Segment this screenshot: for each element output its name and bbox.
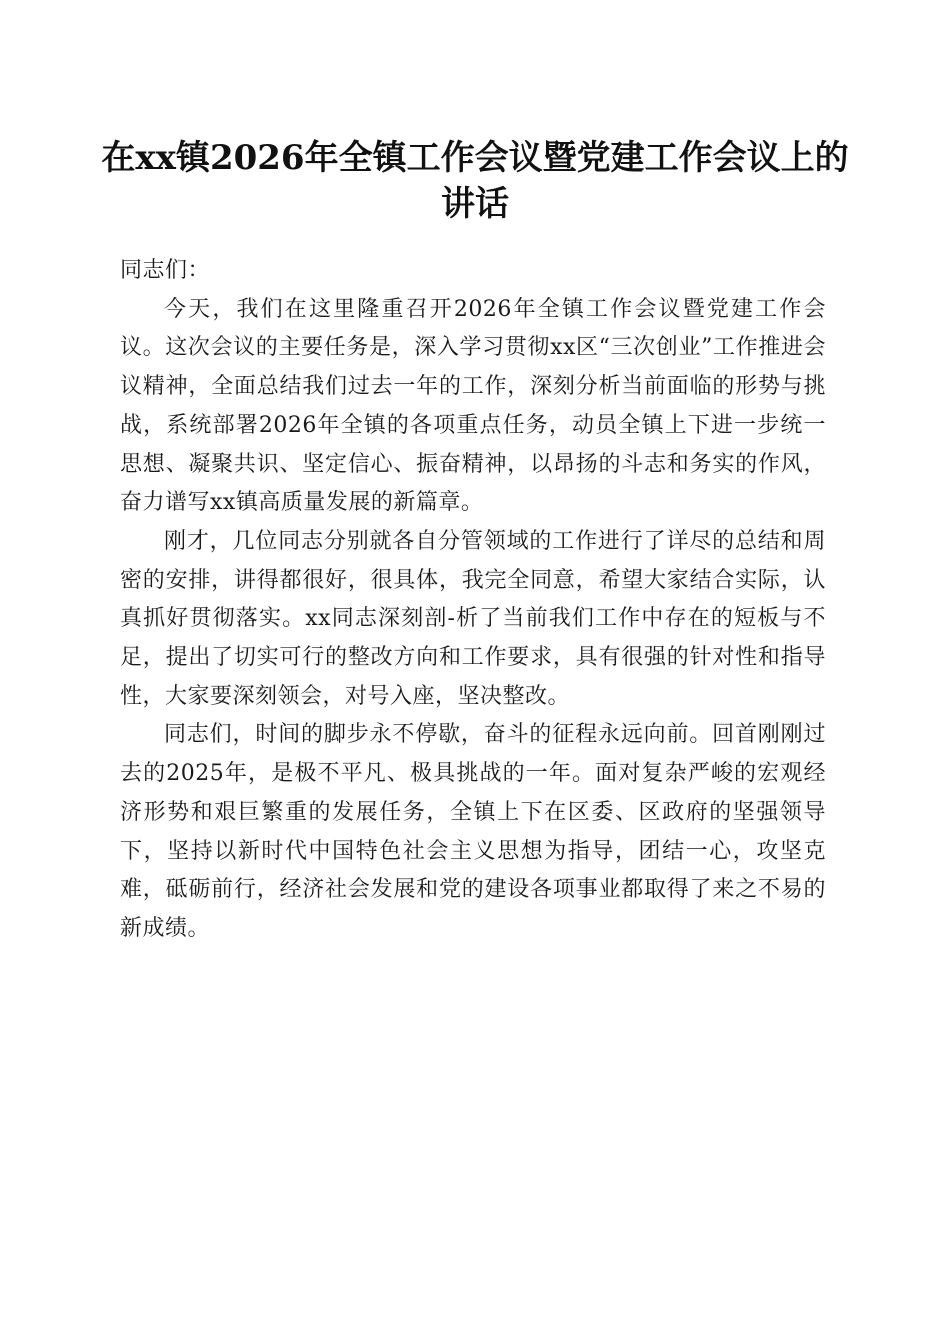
paragraph-3: 同志们，时间的脚步永不停歇，奋斗的征程永远向前。回首刚刚过去的2025年，是极不平凡、极具挑战的一年。面对复杂严峻的宏观经济形势和艰巨繁重的发展任务，全镇上下在区委、区政府的坚强领导下，坚持以新时代中国特色社会主义思想为指导，团结一心，攻坚克难，砥砺前行，经济社会发展和党的建设各项事业都取得了来之不易的新成绩。: [120, 722, 826, 941]
salutation: 同志们：: [120, 258, 211, 283]
paragraph-1: 今天，我们在这里隆重召开2026年全镇工作会议暨党建工作会议。这次会议的主要任务是，深入学习贯彻xx区“三次创业”工作推进会议精神，全面总结我们过去一年的工作，深刻分析当前面临的形势与挑战，系统部署2026年全镇的各项重点任务，动员全镇上下进一步统一思想、凝聚共识、坚定信心、振奋精神，以昂扬的斗志和务实的作风，奋力谱写xx镇高质量发展的新篇章。: [120, 296, 826, 516]
document-body: [120, 252, 826, 949]
paragraph-2: 刚才，几位同志分别就各自分管领域的工作进行了详尽的总结和周密的安排，讲得都很好，很具体，我完全同意，希望大家结合实际，认真抓好贯彻落实。xx同志深刻剖-析了当前我们工作中存在的短板与不足，提出了切实可行的整改方向和工作要求，具有很强的针对性和指导性，大家要深刻领会，对号入座，坚决整改。: [120, 528, 826, 709]
document-title: 在xx镇2026年全镇工作会议暨党建工作会议上的讲话: [101, 138, 849, 224]
